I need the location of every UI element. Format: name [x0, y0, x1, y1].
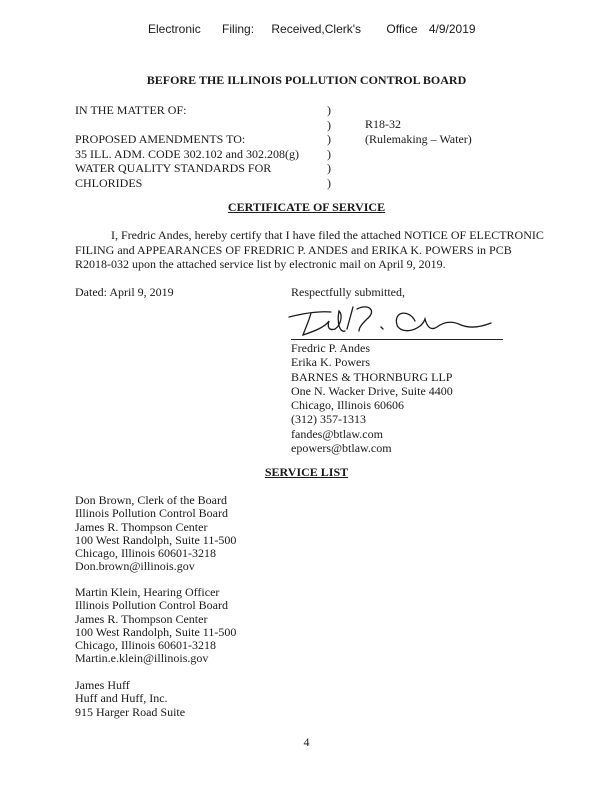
stamp-received: Received,Clerk's: [271, 22, 362, 36]
dated-line: Dated: April 9, 2019: [75, 285, 174, 299]
service-line: Illinois Pollution Control Board: [75, 506, 229, 521]
service-line: Chicago, Illinois 60601-3218: [75, 546, 216, 561]
respectfully-submitted: Respectfully submitted,: [291, 285, 405, 299]
case-type: (Rulemaking – Water): [365, 131, 472, 146]
email: fandes@btlaw.com: [291, 426, 383, 441]
service-entry: [75, 586, 236, 666]
service-list-heading: SERVICE LIST: [264, 465, 349, 479]
caption-left: [75, 103, 299, 190]
service-entry: [75, 679, 185, 719]
signature-image: [285, 297, 505, 341]
caption-line: WATER QUALITY STANDARDS FOR: [75, 161, 272, 175]
stamp-date: 4/9/2019: [428, 22, 476, 36]
service-line: Don.brown@illinois.gov: [75, 559, 195, 574]
caption-line: IN THE MATTER OF:: [75, 103, 187, 117]
service-line: Don Brown, Clerk of the Board: [75, 493, 227, 507]
document-title: BEFORE THE ILLINOIS POLLUTION CONTROL BOARD: [146, 73, 467, 87]
stamp-filing: Filing:: [222, 22, 255, 36]
service-line: Huff and Huff, Inc.: [75, 691, 168, 706]
stamp-office: Office: [386, 22, 418, 36]
signer-name: Fredric P. Andes: [291, 341, 370, 355]
service-line: Chicago, Illinois 60601-3218: [75, 638, 216, 653]
paren: ): [327, 175, 331, 190]
service-line: Martin Klein, Hearing Officer: [75, 585, 220, 599]
certificate-body: I, Fredric Andes, hereby certify that I have filed the attached NOTICE OF ELECTRONIC FILING and APPEARANCES OF FREDRIC P. ANDES and ERIKA K. POWERS in PCB R2018-032 upon the attached service list by electronic mail on April 9, 2019.: [75, 228, 544, 271]
caption-line: [75, 118, 299, 133]
caption-line: PROPOSED AMENDMENTS TO:: [75, 132, 246, 146]
service-line: James R. Thompson Center: [75, 611, 208, 626]
caption-line: 35 ILL. ADM. CODE 302.102 and 302.208(g): [75, 146, 299, 161]
service-line: 100 West Randolph, Suite 11-500: [75, 624, 237, 639]
caption-line: CHLORIDES: [75, 175, 143, 190]
service-line: James R. Thompson Center: [75, 519, 208, 534]
caption-right: [365, 117, 472, 146]
signature-line: [291, 339, 503, 340]
email: epowers@btlaw.com: [291, 441, 392, 456]
service-line: 100 West Randolph, Suite 11-500: [75, 532, 237, 547]
paren: ): [327, 146, 331, 161]
paren: ): [327, 132, 331, 146]
service-line: Martin.e.klein@illinois.gov: [75, 651, 209, 666]
paren: ): [327, 103, 331, 117]
firm-city: Chicago, Illinois 60606: [291, 398, 404, 413]
signer-name: Erika K. Powers: [291, 355, 370, 370]
service-line: 915 Harger Road Suite: [75, 704, 186, 719]
service-line: James Huff: [75, 678, 130, 692]
certificate-heading: CERTIFICATE OF SERVICE: [227, 200, 386, 214]
service-entry: [75, 494, 236, 574]
service-line: Illinois Pollution Control Board: [75, 598, 229, 613]
signature-block: [291, 341, 453, 455]
case-number: R18-32: [365, 117, 401, 131]
caption-parens: [327, 103, 331, 190]
stamp-electronic: Electronic: [148, 22, 201, 36]
firm-address: One N. Wacker Drive, Suite 4400: [291, 383, 453, 398]
firm-phone: (312) 357-1313: [291, 412, 366, 427]
firm-name: BARNES & THORNBURG LLP: [291, 369, 453, 384]
filing-stamp: [148, 22, 476, 36]
paren: ): [327, 161, 331, 175]
page-number: 4: [303, 735, 310, 749]
paren: ): [327, 117, 331, 132]
